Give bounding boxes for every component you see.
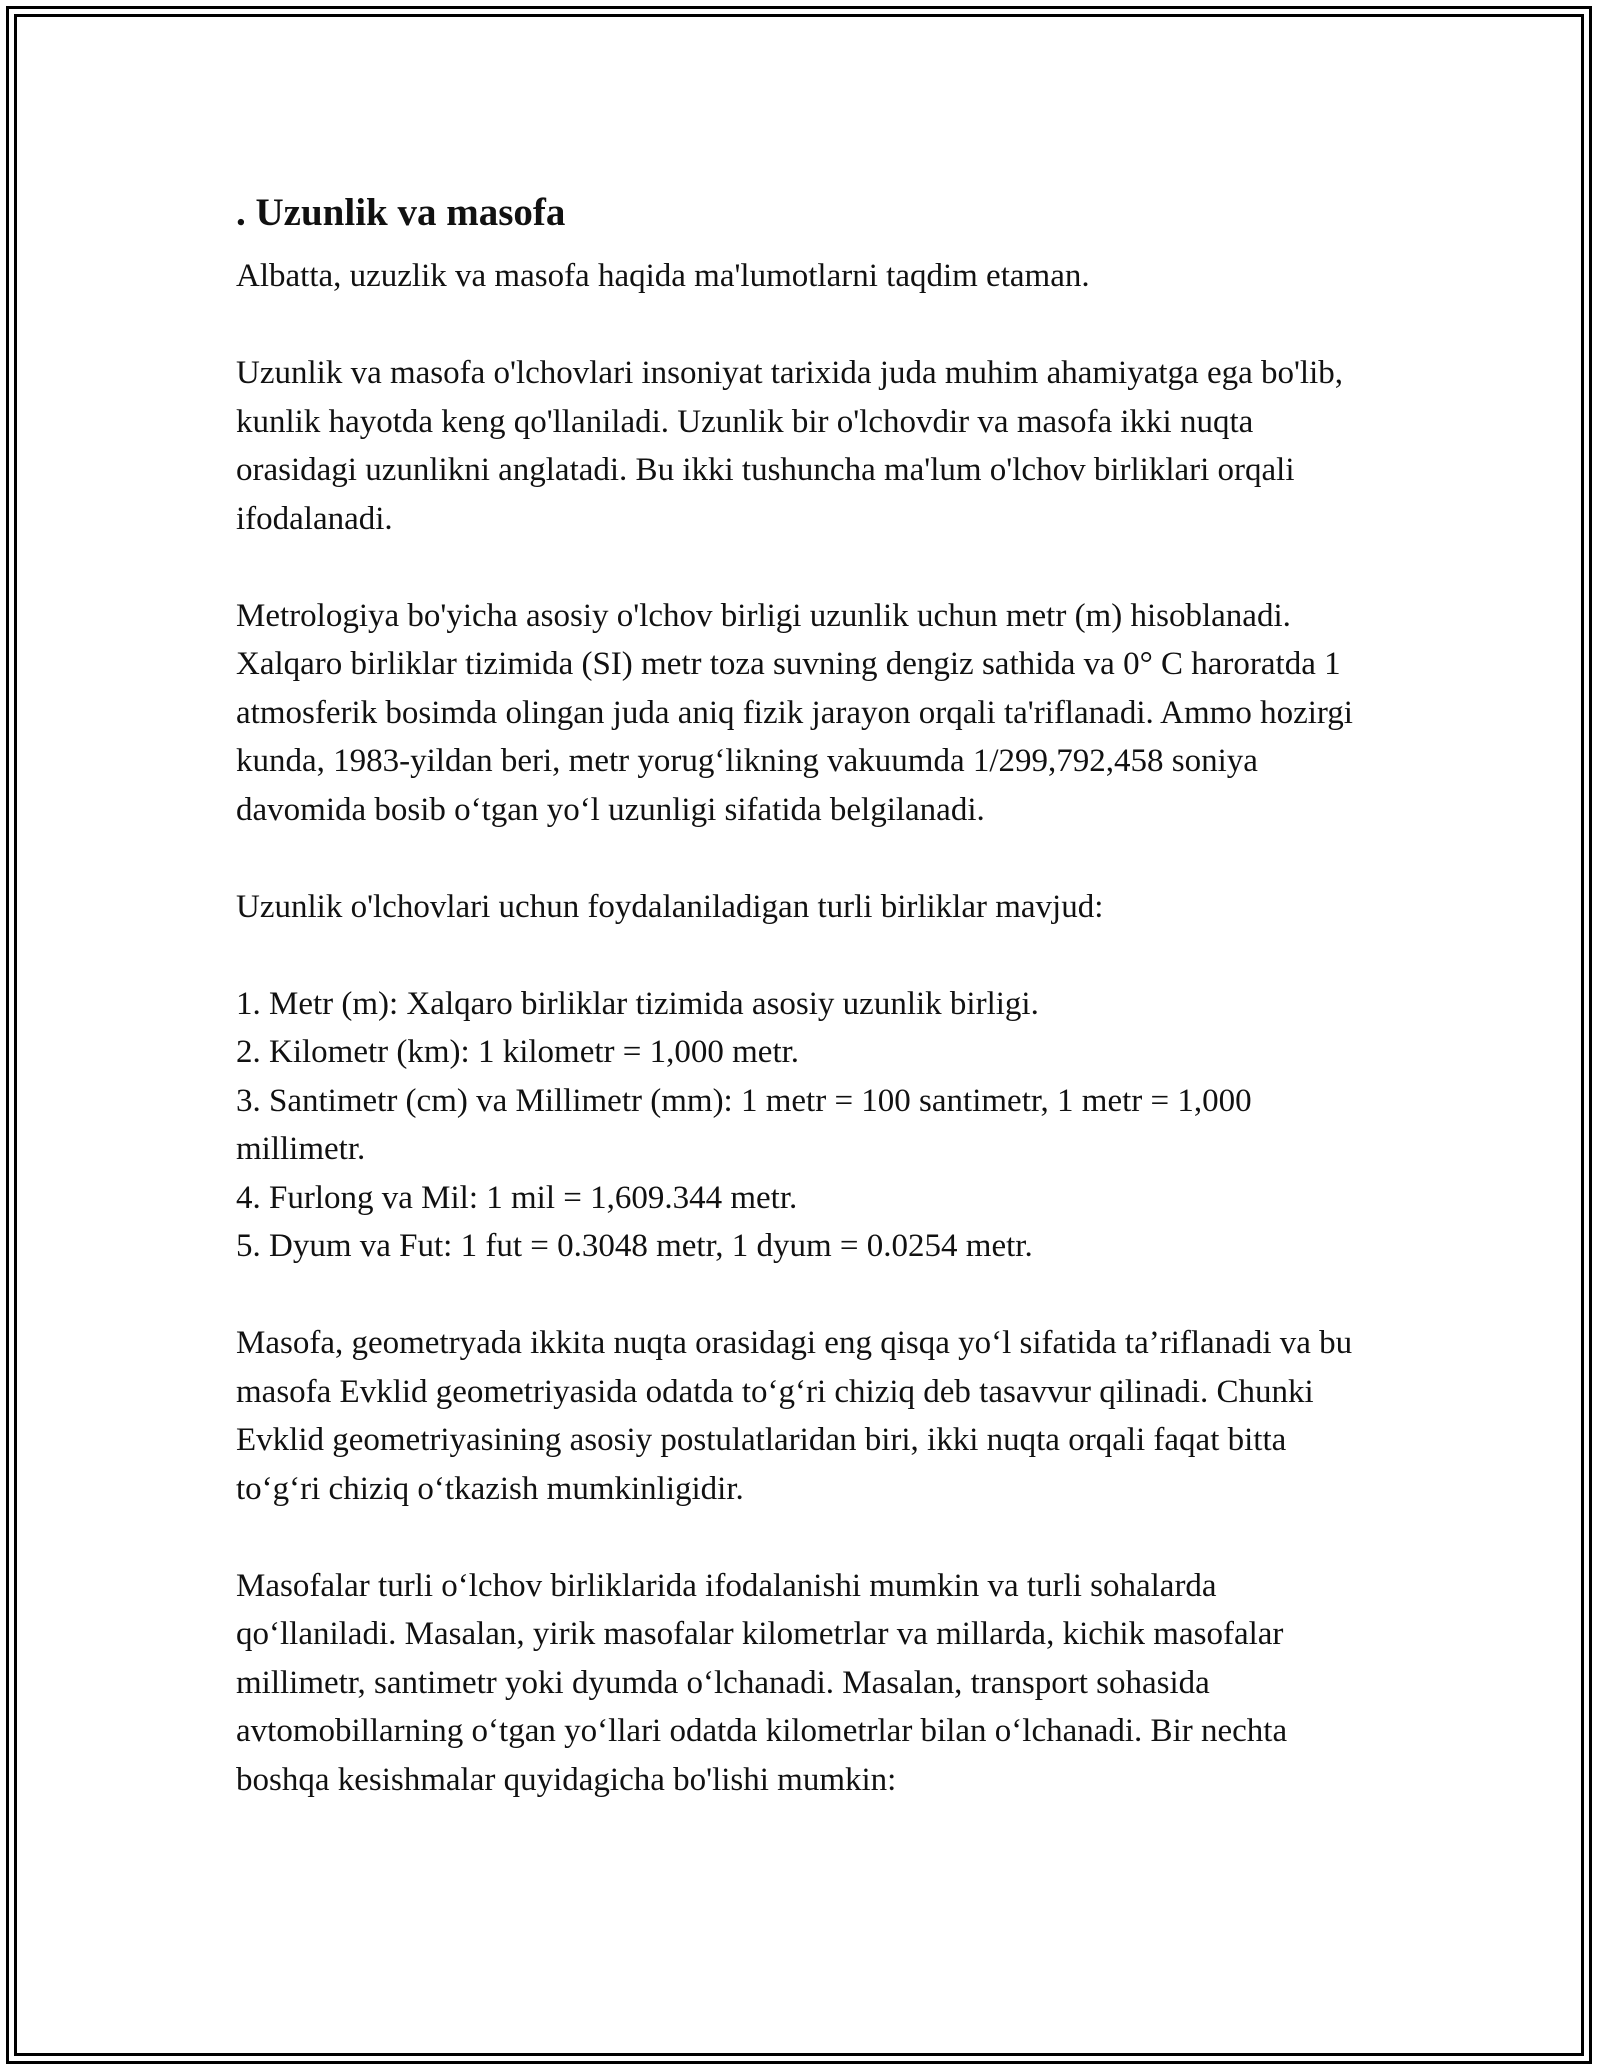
list-item: 5. Dyum va Fut: 1 fut = 0.3048 metr, 1 dyum = 0.0254 metr. — [236, 1228, 1033, 1264]
list-item: 1. Metr (m): Xalqaro birliklar tizimida asosiy uzunlik birligi. — [236, 985, 1039, 1022]
paragraph-overview: Uzunlik va masofa o'lchovlari insoniyat tarixida juda muhim ahamiyatga ega bo'lib, kunlik hayotda keng qo'llaniladi. Uzunlik bir o'lchovdir va masofa ikki nuqta orasidagi uzunlikni anglatadi. Bu ikki tushuncha ma'lum o'lchov birliklari orqali ifodalanadi. — [236, 355, 1344, 537]
paragraph-units-intro: Uzunlik o'lchovlari uchun foydalaniladigan turli birliklar mavjud: — [236, 888, 1104, 925]
document-body — [236, 184, 1376, 1853]
intro-paragraph: Albatta, uzuzlik va masofa haqida ma'lumotlarni taqdim etaman. — [236, 258, 1090, 294]
paragraph-metrology: Metrologiya bo'yicha asosiy o'lchov birligi uzunlik uchun metr (m) hisoblanadi. Xalqaro birliklar tizimida (SI) metr toza suvning dengiz sathida va 0° C haroratda 1 atmosferik bosimda olingan juda aniq fizik jarayon orqali ta'riflanadi. Ammo hozirgi kunda, 1983-yildan beri, metr yorug‘likning vakuumda 1/299,792,458 soniya davomida bosib o‘tgan yo‘l uzunligi sifatida belgilanadi. — [236, 597, 1353, 828]
units-list — [236, 980, 1376, 1271]
list-item: 2. Kilometr (km): 1 kilometr = 1,000 metr. — [236, 1034, 800, 1070]
paragraph-distances: Masofalar turli o‘lchov birliklarida ifodalanishi mumkin va turli sohalarda qo‘llaniladi. Masalan, yirik masofalar kilometrlar va millarda, kichik masofalar millimetr, santimetr yoki dyumda o‘lchanadi. Masalan, transport sohasida avtomobillarning o‘tgan yo‘llari odatda kilometrlar bilan o‘lchanadi. Bir nechta boshqa kesishmalar quyidagicha bo'lishi mumkin: — [236, 1567, 1288, 1798]
section-heading: . Uzunlik va masofa — [236, 191, 566, 234]
list-item: 3. Santimetr (cm) va Millimetr (mm): 1 metr = 100 santimetr, 1 metr = 1,000 millimetr. — [236, 1082, 1252, 1167]
list-item: 4. Furlong va Mil: 1 mil = 1,609.344 metr. — [236, 1179, 798, 1216]
paragraph-geometry: Masofa, geometryada ikkita nuqta orasidagi eng qisqa yo‘l sifatida ta’riflanadi va bu masofa Evklid geometriyasida odatda to‘g‘ri chiziq deb tasavvur qilinadi. Chunki Evklid geometriyasining asosiy postulatlaridan biri, ikki nuqta orqali faqat bitta to‘g‘ri chiziq o‘tkazish mumkinligidir. — [236, 1325, 1353, 1507]
